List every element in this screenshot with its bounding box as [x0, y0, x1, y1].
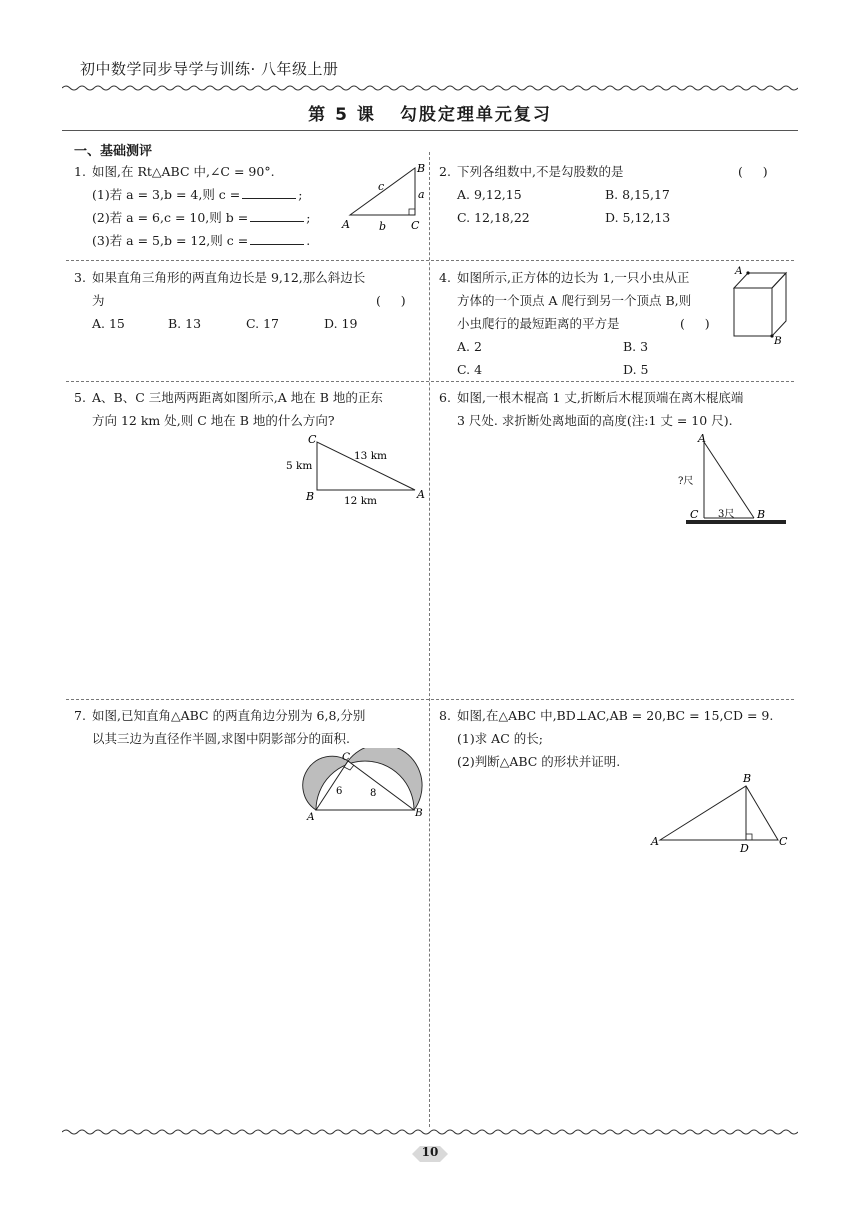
q6-ground	[686, 520, 786, 524]
q3-number: 3.	[74, 270, 86, 285]
q5-triangle-figure	[282, 430, 428, 512]
q2-option-b[interactable]: B. 8,15,17	[605, 187, 670, 202]
question-5	[74, 386, 426, 432]
q5-label-cb: 5 km	[286, 460, 313, 472]
q6-stick-figure	[672, 430, 790, 530]
q4-label-B: B	[774, 335, 782, 347]
q1-part3-end: .	[306, 233, 311, 248]
question-2	[439, 160, 789, 229]
q1-label-c: c	[378, 180, 385, 193]
section-heading: 一、基础测评	[74, 144, 153, 159]
header-wave-divider	[62, 84, 798, 92]
q5-line2: 方向 12 km 处,则 C 地在 B 地的什么方向?	[92, 413, 335, 428]
q5-label-ca: 13 km	[354, 450, 388, 462]
q3-answer-paren[interactable]: ( )	[376, 293, 406, 308]
q8-stem: 如图,在△ABC 中,BD⊥AC,AB = 20,BC = 15,CD = 9.	[457, 708, 774, 723]
q7-label-A: A	[307, 811, 315, 822]
q7-label-6: 6	[336, 786, 343, 797]
q8-triangle-figure	[648, 770, 794, 858]
q6-line1: 如图,一根木棍高 1 丈,折断后木棍顶端在离木棍底端	[457, 390, 744, 405]
q3-line1: 如果直角三角形的两直角边长是 9,12,那么斜边长	[92, 270, 366, 285]
q8-part1: (1)求 AC 的长;	[457, 731, 543, 746]
q1-blank-1[interactable]	[242, 186, 296, 199]
q1-part1: (1)若 a = 3,b = 4,则 c =	[92, 187, 241, 202]
q4-option-d[interactable]: D. 5	[623, 362, 649, 377]
q6-label-A: A	[698, 432, 706, 445]
q6-label-height: ?尺	[678, 476, 694, 487]
q8-part2: (2)判断△ABC 的形状并证明.	[457, 754, 621, 769]
q5-label-ba: 12 km	[344, 495, 378, 507]
q1-part3: (3)若 a = 5,b = 12,则 c =	[92, 233, 249, 248]
q6-label-B: B	[757, 508, 766, 521]
q6-number: 6.	[439, 390, 451, 405]
q4-line1: 如图所示,正方体的边长为 1,一只小虫从正	[457, 270, 690, 285]
question-3	[74, 266, 426, 335]
q1-triangle-figure	[340, 160, 430, 234]
column-divider	[429, 152, 430, 1127]
q1-label-B: B	[417, 162, 426, 175]
q2-stem: 下列各组数中,不是勾股数的是	[457, 164, 624, 179]
q1-label-A: A	[342, 218, 350, 231]
q7-semicircles-figure	[302, 748, 426, 822]
q5-label-A: A	[417, 488, 425, 501]
q8-label-C: C	[779, 835, 788, 848]
question-7	[74, 704, 426, 750]
book-title: 初中数学同步导学与训练· 八年级上册	[80, 60, 339, 78]
q4-label-A: A	[735, 265, 743, 277]
q8-label-D: D	[740, 842, 749, 855]
q1-label-C: C	[411, 219, 420, 232]
q3-line2: 为	[92, 293, 105, 308]
q3-option-c[interactable]: C. 17	[246, 316, 279, 331]
q1-number: 1.	[74, 164, 86, 179]
q1-label-a: a	[418, 188, 425, 201]
question-8	[439, 704, 791, 773]
q4-option-c[interactable]: C. 4	[457, 362, 483, 377]
q4-number: 4.	[439, 270, 451, 285]
lesson-number: 第 5 课	[308, 105, 376, 125]
q7-label-8: 8	[370, 788, 377, 799]
q5-line1: A、B、C 三地两两距离如图所示,A 地在 B 地的正东	[92, 390, 383, 405]
q4-line2: 方体的一个顶点 A 爬行到另一个顶点 B,则	[457, 293, 692, 308]
q3-option-d[interactable]: D. 19	[324, 316, 358, 331]
q1-part1-end: ;	[298, 187, 303, 202]
q1-label-b: b	[379, 220, 387, 233]
q1-part2-end: ;	[306, 210, 311, 225]
footer-wave-divider	[62, 1128, 798, 1136]
q4-cube-figure	[728, 262, 790, 348]
q6-line2: 3 尺处. 求折断处离地面的高度(注:1 丈 = 10 尺).	[457, 413, 733, 428]
q2-option-a[interactable]: A. 9,12,15	[457, 187, 522, 202]
q5-number: 5.	[74, 390, 86, 405]
q6-label-C: C	[690, 508, 699, 521]
lesson-title	[0, 100, 860, 125]
q3-option-b[interactable]: B. 13	[168, 316, 202, 331]
q4-option-a[interactable]: A. 2	[457, 339, 482, 354]
q7-label-C: C	[342, 751, 351, 763]
q5-label-C: C	[308, 433, 317, 446]
q7-line1: 如图,已知直角△ABC 的两直角边分别为 6,8,分别	[92, 708, 366, 723]
q4-option-b[interactable]: B. 3	[623, 339, 649, 354]
q8-label-B: B	[743, 772, 752, 785]
q7-number: 7.	[74, 708, 86, 723]
q1-blank-3[interactable]	[250, 232, 304, 245]
q4-answer-paren[interactable]: ( )	[680, 316, 710, 331]
lesson-name: 勾股定理单元复习	[399, 105, 552, 125]
title-rule	[62, 130, 798, 131]
q2-answer-paren[interactable]: ( )	[738, 164, 768, 179]
q8-number: 8.	[439, 708, 451, 723]
q3-option-a[interactable]: A. 15	[92, 316, 125, 331]
row-divider-1	[66, 260, 794, 261]
q4-line3: 小虫爬行的最短距离的平方是	[457, 316, 620, 331]
q5-label-B: B	[306, 490, 315, 503]
question-6	[439, 386, 791, 432]
q2-option-c[interactable]: C. 12,18,22	[457, 210, 530, 225]
q7-line2: 以其三边为直径作半圆,求图中阴影部分的面积.	[92, 731, 350, 746]
page-number: 10	[421, 1145, 439, 1159]
row-divider-3	[66, 699, 794, 700]
q1-stem: 如图,在 Rt△ABC 中,∠C = 90°.	[92, 164, 275, 179]
q7-label-B: B	[415, 807, 423, 819]
q2-number: 2.	[439, 164, 451, 179]
row-divider-2	[66, 381, 794, 382]
q1-part2: (2)若 a = 6,c = 10,则 b =	[92, 210, 249, 225]
q6-label-base: 3尺	[718, 509, 735, 520]
q2-option-d[interactable]: D. 5,12,13	[605, 210, 671, 225]
q1-blank-2[interactable]	[250, 209, 304, 222]
q8-label-A: A	[651, 835, 659, 848]
